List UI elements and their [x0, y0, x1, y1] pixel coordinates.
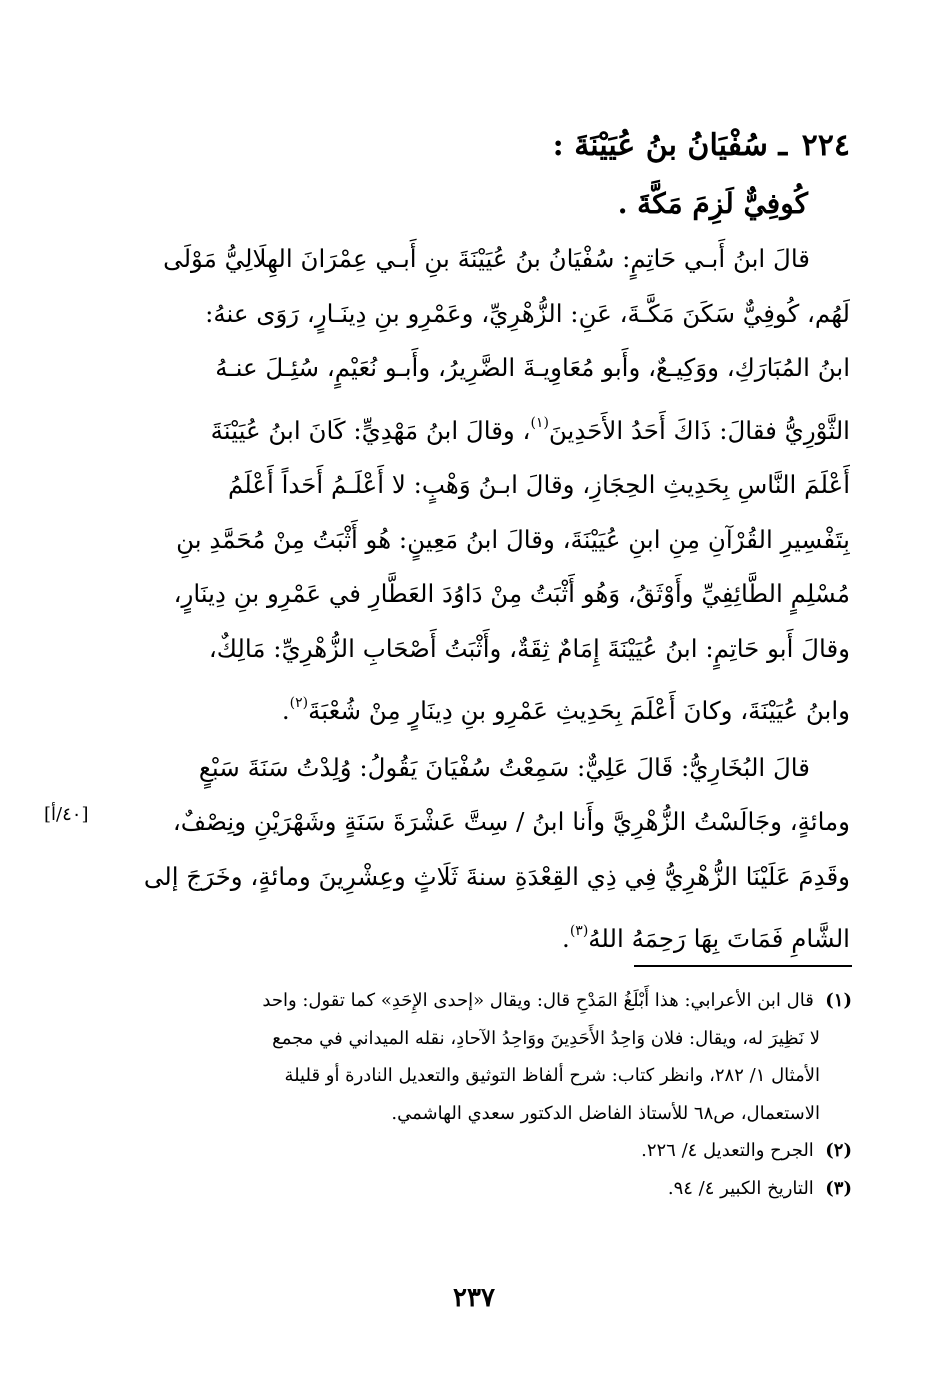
footnote-line — [120, 1170, 852, 1208]
footnote-line: لا نَظِيرَ له، ويقال: فلان وَاحِدُ الأَحَدِينَ ووَاحِدُ الآحادِ، نقله الميداني في مجمع — [272, 1027, 820, 1049]
entry-number: ٢٢٤ — [801, 128, 850, 163]
footnote-line — [120, 1132, 852, 1170]
footnote-ref-1: (١) — [530, 414, 549, 431]
text-line — [120, 904, 850, 967]
footnote-ref-3: (٣) — [569, 923, 589, 939]
main-text — [120, 118, 850, 967]
text-segment: الثَّوْرِيُّ فقالَ: ذَاكَ أَحَدُ الأَحَدِينَ — [548, 415, 850, 445]
text-line: مُسْلِمٍ الطَّائِفِيِّ وأَوْثَقُ، وَهُو أَثْبَتُ مِنْ دَاوُدَ العَطَّارِ في عَمْرِو بنِ دِينَارٍ، — [173, 579, 850, 608]
footnote-ref-2: (٢) — [289, 695, 309, 711]
footnote-3 — [120, 1170, 852, 1208]
footnote-text: قال ابن الأعرابي: هذا أَبْلَغُ المَدْحِ قال: ويقال «إحدى الإِحَدِ» كما تقول: واحد — [262, 990, 814, 1011]
paragraph-bukhari — [120, 741, 850, 967]
footnote-line: الأمثال ١/ ٢٨٢، وانظر كتاب: شرح ألفاظ التوثيق والتعديل النادرة أو قليلة — [284, 1065, 820, 1086]
text-line: قالَ البُخَارِيُّ: قَالَ عَلِيٌّ: سَمِعْتُ سُفْيَانَ يَقُولُ: وُلِدْتُ سَنَةَ سَبْعٍ — [198, 752, 810, 782]
text-line: ابنُ المُبَارَكِ، ووَكِيـعٌ، وأَبو مُعَاوِيـةَ الضَّرِيرُ، وأَبـو نُعَيْمٍ، سُئِـلَ عنـهُ — [215, 353, 850, 382]
text-segment: ، وقالَ ابنُ مَهْدِيٍّ: كَانَ ابنُ عُيَيْنَةَ — [210, 415, 531, 445]
footnote-2 — [120, 1132, 852, 1170]
manuscript-folio-marker: [٤٠/أ] — [44, 804, 89, 825]
entry-dash: ـ — [778, 128, 788, 163]
text-segment: الشَّامِ فَمَاتَ بِهَا رَحِمَهُ اللهُ — [588, 924, 850, 953]
text-segment: وابنُ عُيَيْنَةَ، وكانَ أَعْلَمَ بِحَدِيثِ عَمْرِو بنِ دِينَارٍ مِنْ شُعْبَةَ — [308, 696, 850, 725]
footnote-line — [120, 982, 852, 1020]
text-line: قالَ ابنُ أَبـي حَاتِمٍ: سُفْيَانُ بنُ عُيَيْنَةَ بنِ أَبـي عِمْرَانَ الهِلَالِيُّ مَوْلَى — [163, 244, 810, 273]
footnote-mark: (٣) — [825, 1177, 852, 1199]
page-number: ٢٣٧ — [453, 1283, 495, 1313]
text-line: ومائةٍ، وجَالَسْتُ الزُّهْرِيَّ وأَنا ابنُ / سِتَّ عَشْرَةَ سَنَةٍ وشَهْرَيْنِ ونِصْفٌ، — [172, 807, 850, 836]
footnote-mark: (٢) — [825, 1140, 852, 1161]
text-line — [120, 676, 850, 739]
text-line — [120, 396, 850, 459]
footnote-separator — [634, 965, 852, 967]
text-segment: . — [281, 696, 290, 725]
text-line: لَهُم، كُوفِيٌّ سَكَنَ مَكَّـةَ، عَنِ: الزُّهْرِيِّ، وعَمْرِو بنِ دِينَـارٍ، رَوَى عنهُ: — [205, 298, 850, 328]
footnotes — [120, 982, 852, 1207]
text-line: أَعْلَمَ النَّاسِ بِحَدِيثِ الحِجَازِ، وقالَ ابـنُ وَهْبٍ: لا أَعْلَـمُ أَحَداً أَعْلَمُ — [227, 470, 850, 499]
text-segment: . — [562, 924, 570, 953]
text-line: وقالَ أَبو حَاتِمٍ: ابنُ عُيَيْنَةَ إِمَامٌ ثِقَةٌ، وأَثْبَتُ أَصْحَابِ الزُّهْرِيِّ: مَالِكٌ، — [208, 633, 850, 663]
paragraph-ibn-abi-hatim — [120, 232, 850, 739]
text-line: وقَدِمَ عَلَيْنَا الزُّهْرِيُّ فِي ذِي القِعْدَةِ سنةَ ثَلَاثٍ وعِشْرِينَ ومائةٍ، وخَرَجَ إلى — [143, 861, 850, 891]
footnote-1 — [120, 982, 852, 1132]
entry-lead: كُوفِيٌّ لَزِمَ مَكَّةَ . — [617, 187, 808, 220]
entry-name: سُفْيَانُ بنُ عُيَيْنَةَ : — [552, 128, 768, 163]
footnote-mark: (١) — [825, 990, 852, 1011]
footnote-text: التاريخ الكبير ٤/ ٩٤. — [667, 1177, 814, 1199]
entry-heading — [120, 118, 850, 174]
footnote-line: الاستعمال، ص٦٨ للأستاذ الفاضل الدكتور سعدي الهاشمي. — [391, 1102, 820, 1124]
footnote-text: الجرح والتعديل ٤/ ٢٢٦. — [641, 1140, 814, 1161]
text-line: بِتَفْسِيرِ القُرْآنِ مِنِ ابنِ عُيَيْنَةَ، وقالَ ابنُ مَعِينٍ: هُو أَثْبَتُ مِنْ مُحَمَّدِ بنِ — [176, 524, 850, 554]
